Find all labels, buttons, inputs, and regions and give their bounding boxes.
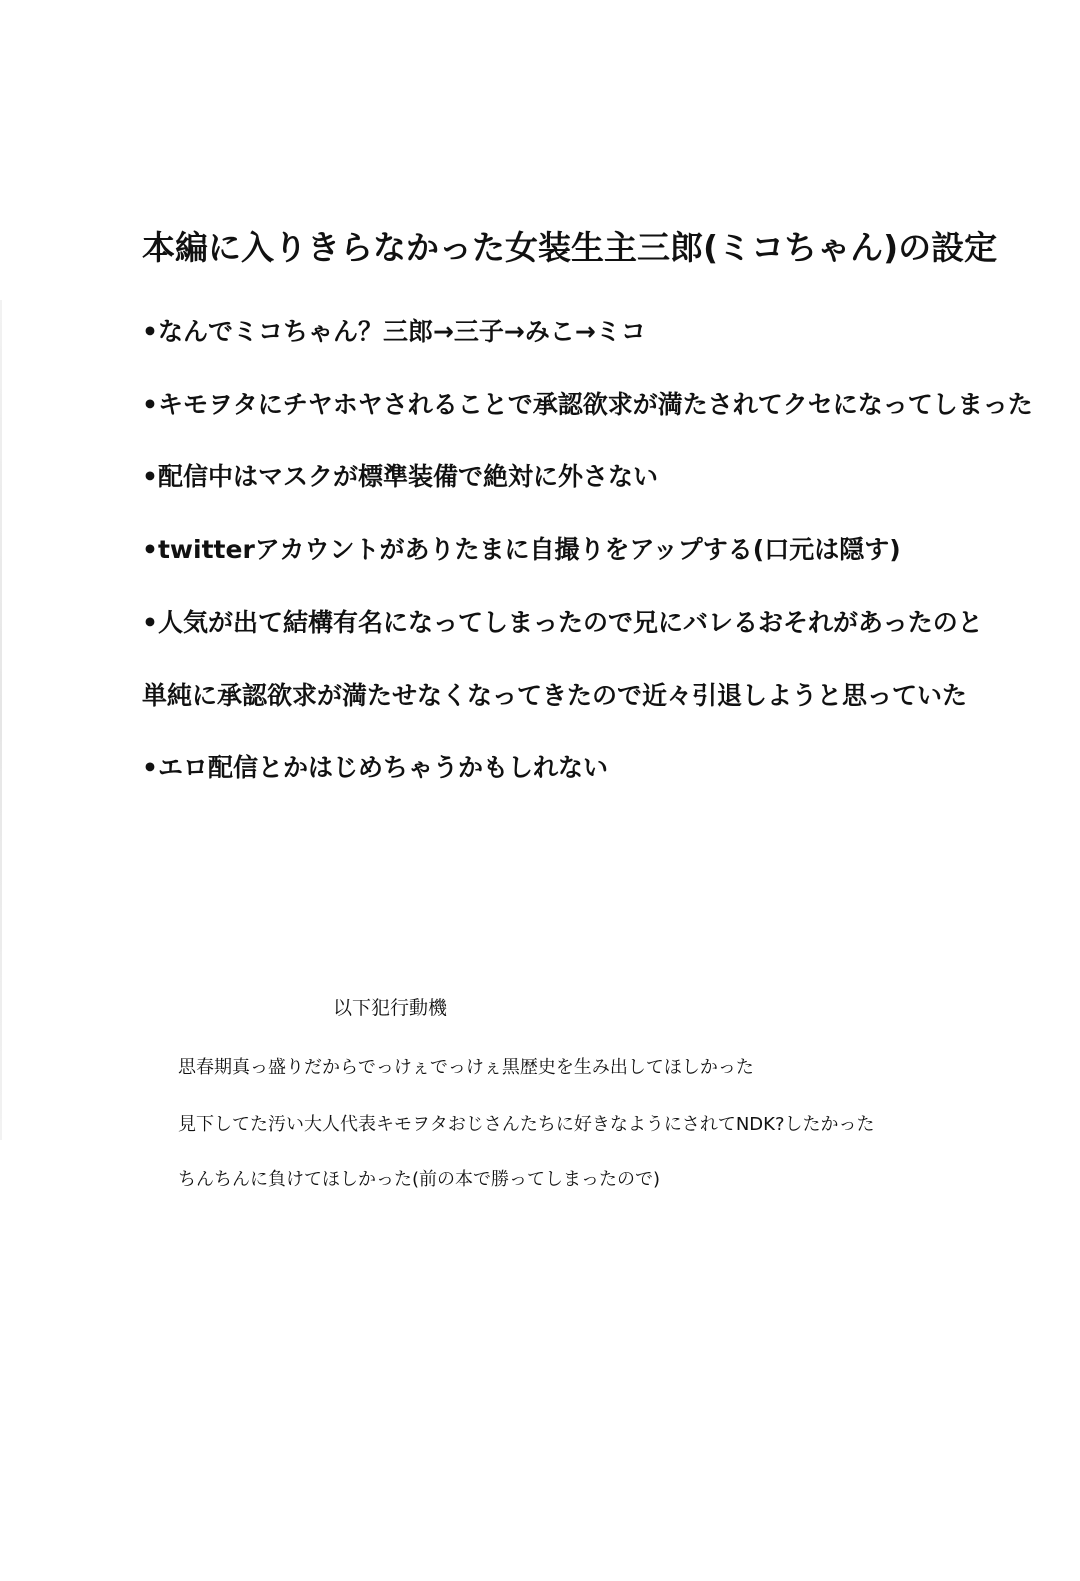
motive-item: 見下してた汚い大人代表キモヲタおじさんたちに好きなようにされてNDK?したかった (178, 1114, 875, 1135)
page-edge-shadow (0, 300, 2, 1140)
setting-item-continuation: 単純に承認欲求が満たせなくなってきたので近々引退しようと思っていた (142, 681, 968, 710)
setting-item: •エロ配信とかはじめちゃうかもしれない (142, 753, 608, 782)
motive-item: 思春期真っ盛りだからでっけぇでっけぇ黒歴史を生み出してほしかった (178, 1057, 754, 1078)
setting-item: •人気が出て結構有名になってしまったので兄にバレるおそれがあったのと (142, 608, 983, 637)
page-title: 本編に入りきらなかった女装生主三郎(ミコちゃん)の設定 (142, 228, 998, 267)
motives-heading: 以下犯行動機 (333, 997, 448, 1019)
setting-item: •配信中はマスクが標準装備で絶対に外さない (142, 462, 658, 491)
setting-item: •twitterアカウントがありたまに自撮りをアップする(口元は隠す) (142, 535, 901, 564)
motive-item: ちんちんに負けてほしかった(前の本で勝ってしまったので) (178, 1169, 661, 1190)
setting-item: •キモヲタにチヤホヤされることで承認欲求が満たされてクセになってしまった (142, 390, 1033, 419)
setting-item: •なんでミコちゃん？三郎→三子→みこ→ミコ (142, 317, 646, 346)
